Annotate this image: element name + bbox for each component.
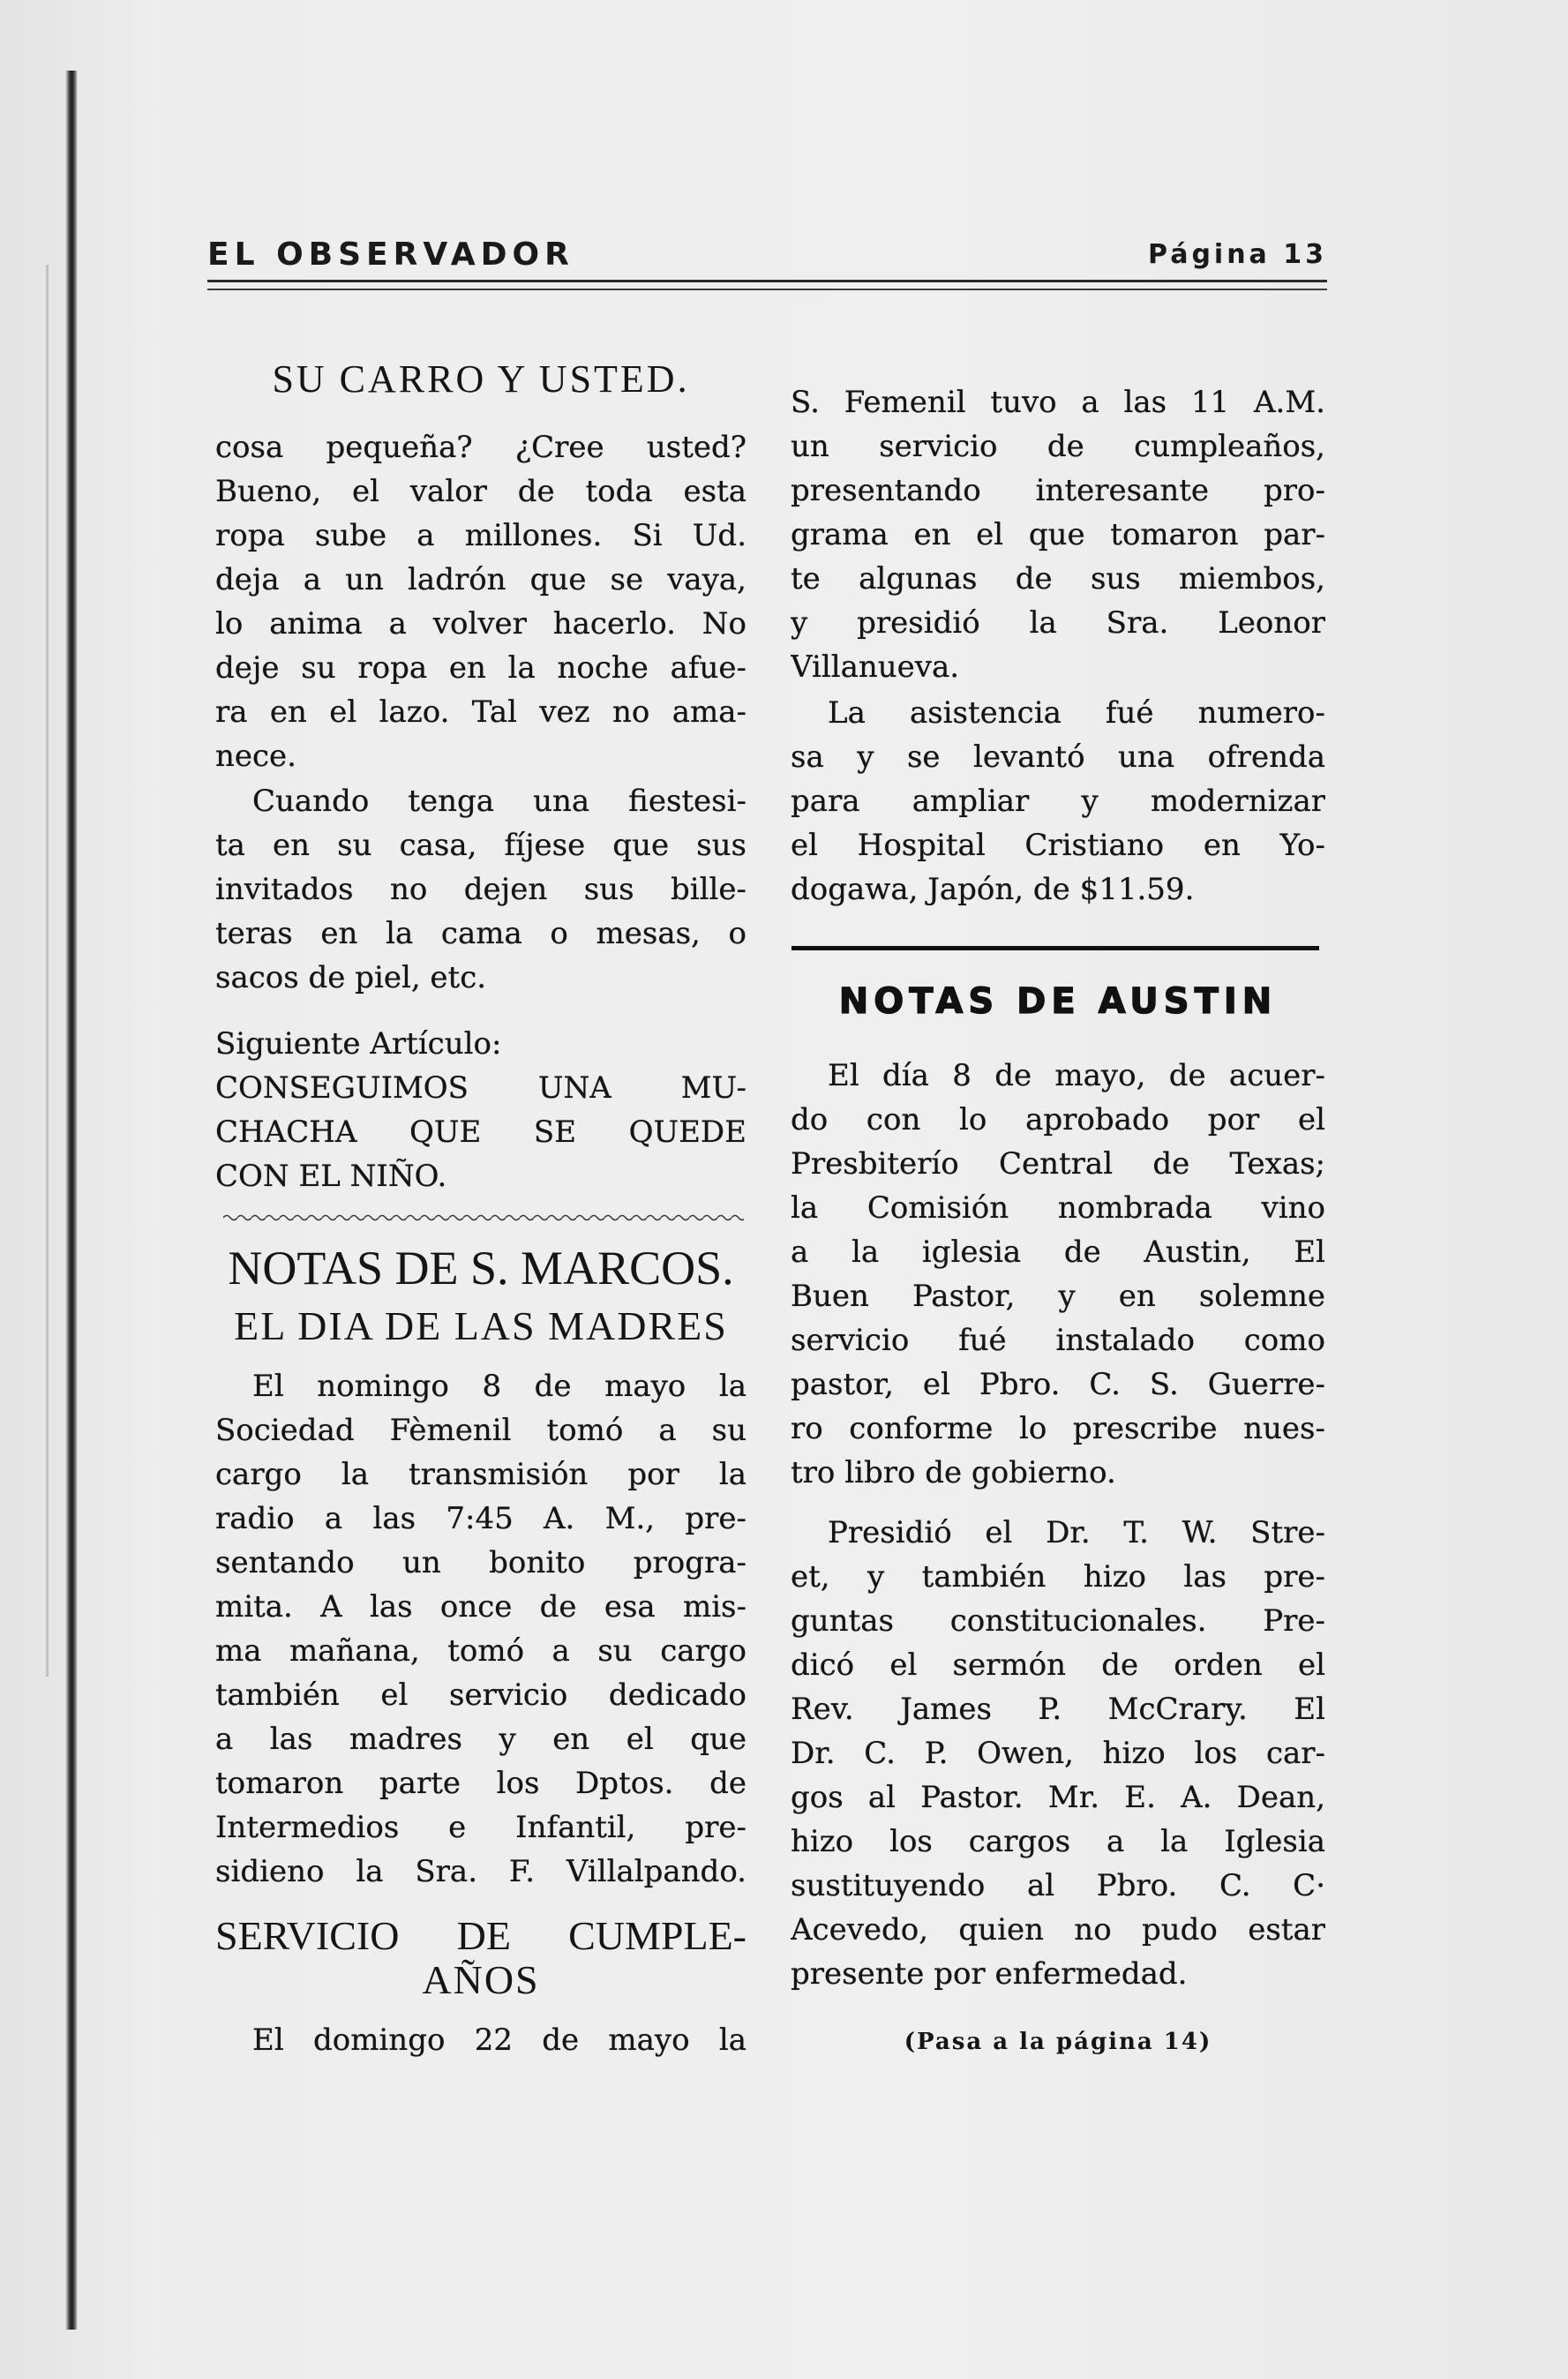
paragraph-line: ra en el lazo. Tal vez no ama-	[215, 694, 746, 730]
paragraph-line: dogawa, Japón, de $11.59.	[791, 872, 1195, 907]
paragraph	[215, 2018, 746, 2062]
next-article-title-line: CON EL NIÑO.	[215, 1159, 447, 1194]
next-article-block	[215, 1022, 746, 1198]
paragraph	[215, 425, 746, 778]
paragraph-line: et, y también hizo las pre-	[791, 1559, 1325, 1595]
paragraph-line: teras en la cama o mesas, o	[215, 916, 746, 951]
next-article-title-line: CONSEGUIMOS UNA MU-	[215, 1070, 746, 1106]
paragraph-line: guntas constitucionales. Pre-	[791, 1603, 1325, 1639]
paragraph-line: ta en su casa, fíjese que sus	[215, 828, 746, 863]
paragraph-line: El domingo 22 de mayo la	[252, 2023, 746, 2058]
paragraph-line: Presidió el Dr. T. W. Stre-	[828, 1515, 1325, 1550]
paragraph-line: grama en el que tomaron par-	[791, 517, 1325, 552]
paragraph-line: también el servicio dedicado	[215, 1677, 746, 1713]
paragraph-line: Sociedad Fèmenil tomó a su	[215, 1413, 746, 1448]
paragraph-line: Buen Pastor, y en solemne	[791, 1279, 1325, 1314]
paragraph-line: y presidió la Sra. Leonor	[791, 605, 1325, 641]
page-number: Página 13	[1148, 239, 1327, 270]
subsection-title: EL DIA DE LAS MADRES	[234, 1303, 728, 1348]
paragraph-line: ropa sube a millones. Si Ud.	[215, 518, 746, 553]
publication-name: EL OBSERVADOR	[207, 236, 574, 273]
paragraph-line: un servicio de cumpleaños,	[791, 429, 1325, 464]
paragraph	[215, 779, 746, 1000]
paragraph-line: Bueno, el valor de toda esta	[215, 474, 746, 509]
paragraph-line: tomaron parte los Dptos. de	[215, 1766, 746, 1801]
paragraph-line: te algunas de sus miembos,	[791, 561, 1325, 597]
wavy-divider	[223, 1211, 744, 1225]
paragraph-line: sa y se levantó una ofrenda	[791, 739, 1325, 775]
paragraph-line: presentando interesante pro-	[791, 473, 1325, 508]
page-edge-shadow	[65, 71, 78, 2330]
paragraph-line: para ampliar y modernizar	[791, 784, 1325, 819]
subsection-title	[215, 1914, 746, 2002]
subsection-title-line: AÑOS	[422, 1958, 540, 2002]
paragraph-line: do con lo aprobado por el	[791, 1102, 1325, 1137]
paragraph-line: Cuando tenga una fiestesi-	[252, 784, 746, 819]
paragraph-line: Acevedo, quien no pudo estar	[791, 1912, 1325, 1947]
section-divider-rule	[792, 946, 1319, 950]
section-title: NOTAS DE AUSTIN	[838, 981, 1278, 1022]
paragraph-line: El día 8 de mayo, de acuer-	[828, 1058, 1325, 1093]
continuation-note: (Pasa a la página 14)	[904, 2029, 1212, 2055]
paragraph-line: lo anima a volver hacerlo. No	[215, 606, 746, 642]
paragraph-line: La asistencia fué numero-	[828, 695, 1325, 731]
paragraph-line: S. Femenil tuvo a las 11 A.M.	[791, 385, 1325, 420]
paragraph	[791, 1511, 1325, 1996]
paragraph-line: dicó el sermón de orden el	[791, 1647, 1325, 1683]
paragraph-line: presente por enfermedad.	[791, 1956, 1188, 1992]
paragraph-line: pastor, el Pbro. C. S. Guerre-	[791, 1367, 1325, 1402]
right-column	[791, 0, 1325, 2379]
paragraph	[791, 380, 1325, 689]
subsection-title-line: SERVICIO DE CUMPLE-	[215, 1914, 746, 1958]
paragraph-line: deje su ropa en la noche afue-	[215, 650, 746, 686]
section-title: NOTAS DE S. MARCOS.	[228, 1242, 734, 1295]
paragraph-line: sustituyendo al Pbro. C. C·	[791, 1868, 1325, 1903]
paragraph-line: sacos de piel, etc.	[215, 960, 487, 995]
paragraph-line: ma mañana, tomó a su cargo	[215, 1633, 746, 1669]
left-column	[215, 0, 746, 2379]
paragraph-line: Villanueva.	[791, 649, 960, 685]
paragraph-line: Intermedios e Infantil, pre-	[215, 1810, 746, 1845]
paragraph	[791, 691, 1325, 912]
paragraph-line: servicio fué instalado como	[791, 1323, 1325, 1358]
paragraph-line: cosa pequeña? ¿Cree usted?	[215, 430, 746, 465]
paragraph-line: Presbiterío Central de Texas;	[791, 1146, 1325, 1182]
page-edge-faint-line	[46, 265, 49, 1677]
paragraph-line: la Comisión nombrada vino	[791, 1190, 1325, 1226]
paragraph-line: a la iglesia de Austin, El	[791, 1235, 1325, 1270]
paragraph-line: sidieno la Sra. F. Villalpando.	[215, 1854, 746, 1889]
paragraph-line: deja a un ladrón que se vaya,	[215, 562, 746, 597]
paragraph-line: radio a las 7:45 A. M., pre-	[215, 1501, 746, 1536]
paragraph-line: ro conforme lo prescribe nues-	[791, 1411, 1325, 1446]
paragraph	[215, 1364, 746, 1894]
article-title: SU CARRO Y USTED.	[272, 357, 690, 401]
next-article-label: Siguiente Artículo:	[215, 1026, 502, 1062]
paragraph-line: a las madres y en el que	[215, 1722, 746, 1757]
paragraph-line: nece.	[215, 739, 296, 774]
paragraph-line: invitados no dejen sus bille-	[215, 872, 746, 907]
paragraph-line: Dr. C. P. Owen, hizo los car-	[791, 1736, 1325, 1771]
paragraph-line: mita. A las once de esa mis-	[215, 1589, 746, 1625]
paragraph-line: hizo los cargos a la Iglesia	[791, 1824, 1325, 1859]
paragraph-line: gos al Pastor. Mr. E. A. Dean,	[791, 1780, 1325, 1815]
paragraph-line: el Hospital Cristiano en Yo-	[791, 828, 1325, 863]
paragraph-line: cargo la transmisión por la	[215, 1457, 746, 1492]
paragraph-line: sentando un bonito progra-	[215, 1545, 746, 1580]
paragraph-line: tro libro de gobierno.	[791, 1455, 1116, 1490]
paragraph-line: El nomingo 8 de mayo la	[252, 1369, 746, 1404]
next-article-title-line: CHACHA QUE SE QUEDE	[215, 1114, 746, 1150]
paragraph-line: Rev. James P. McCrary. El	[791, 1692, 1325, 1727]
paragraph	[791, 1054, 1325, 1495]
